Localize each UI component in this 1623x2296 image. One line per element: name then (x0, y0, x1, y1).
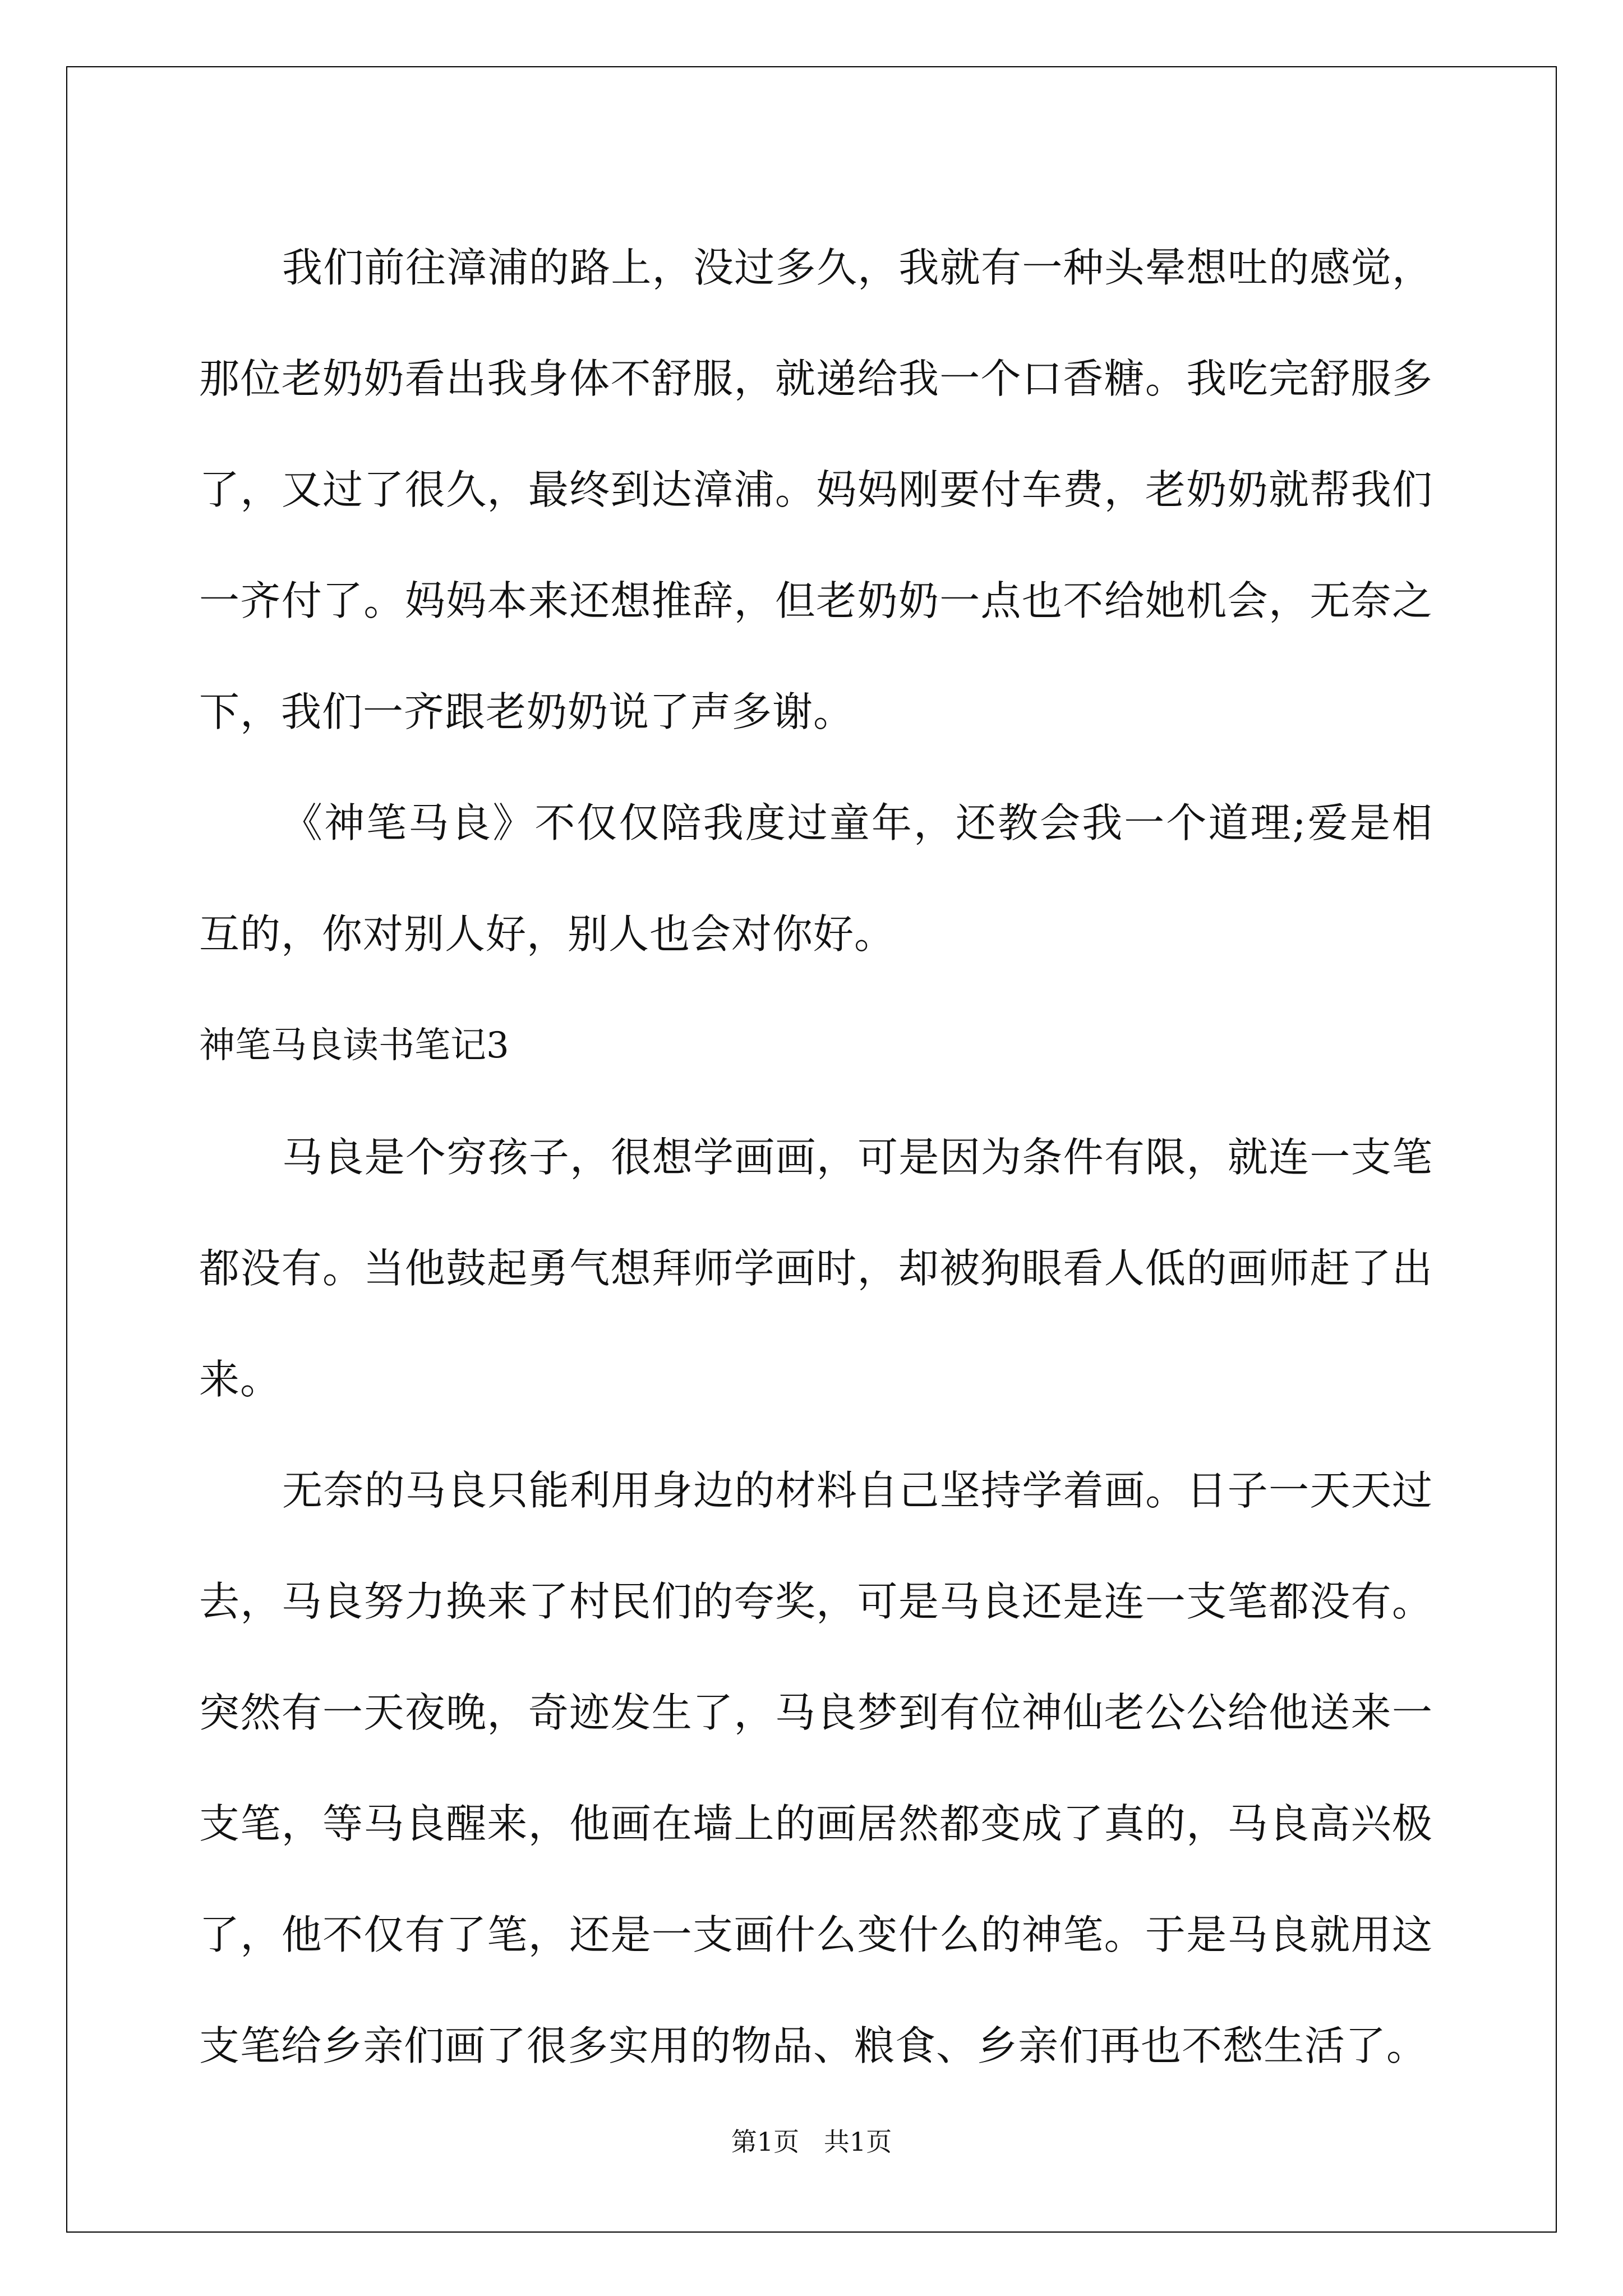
document-body (199, 212, 1433, 2101)
paragraph-2: 《神笔马良》不仅仅陪我度过童年，还教会我一个道理;爱是相互的，你对别人好，别人也会对你好。 (199, 799, 1433, 958)
page-footer: 第1页 共1页 (731, 2127, 892, 2157)
paragraph-3: 马良是个穷孩子，很想学画画，可是因为条件有限，就连一支笔都没有。当他鼓起勇气想拜师学画时，却被狗眼看人低的画师赶了出来。 (199, 1134, 1433, 1403)
section-heading: 神笔马良读书笔记3 (199, 1025, 509, 1066)
paragraph-1: 我们前往漳浦的路上，没过多久，我就有一种头晕想吐的感觉，那位老奶奶看出我身体不舒服，就递给我一个口香糖。我吃完舒服多了，又过了很久，最终到达漳浦。妈妈刚要付车费，老奶奶就帮我们一齐付了。妈妈本来还想推辞，但老奶奶一点也不给她机会，无奈之下，我们一齐跟老奶奶说了声多谢。 (199, 244, 1433, 735)
paragraph-4: 无奈的马良只能利用身边的材料自己坚持学着画。日子一天天过去，马良努力换来了村民们的夸奖，可是马良还是连一支笔都没有。突然有一天夜晚，奇迹发生了，马良梦到有位神仙老公公给他送来一支笔，等马良醒来，他画在墙上的画居然都变成了真的，马良高兴极了，他不仅有了笔，还是一支画什么变什么的神笔。于是马良就用这支笔给乡亲们画了很多实用的物品、粮食、乡亲们再也不愁生活了。 (199, 1467, 1433, 2069)
